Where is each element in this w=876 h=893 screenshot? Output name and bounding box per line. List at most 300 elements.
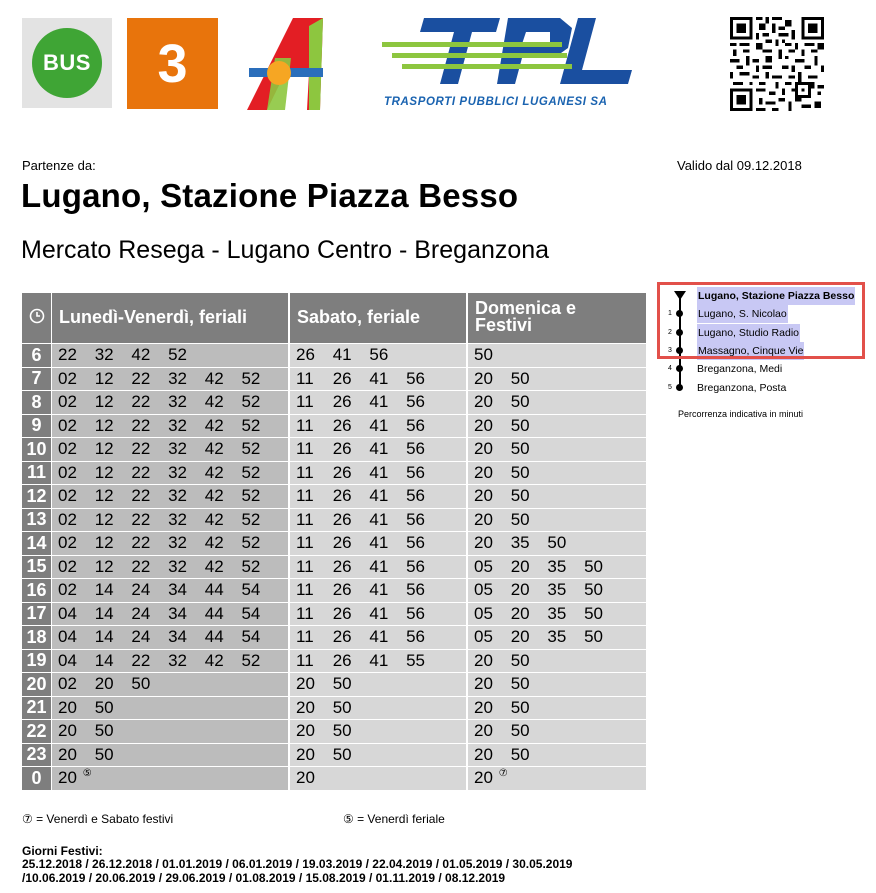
departure-minute: 11 [296,392,314,411]
departure-minute: 22 [131,462,151,482]
hour-cell: 16 [22,579,51,602]
hour-cell: 23 [22,744,51,767]
departure-minute: 41 [369,580,389,599]
departure-minute: 50 [510,415,530,435]
sunday-minutes-cell [468,415,646,438]
weekday-minutes-cell [52,720,288,743]
table-row [22,579,646,602]
departure-minute: 50 [510,462,530,482]
departure-minute: 52 [168,345,187,364]
table-row [22,697,646,720]
departure-minute: 20 [474,462,493,482]
departure-minute: 22 [131,368,151,388]
hour-cell: 12 [22,485,51,508]
sunday-minutes-cell [468,485,646,508]
departure-minute: 32 [94,345,114,364]
departure-minute: 50 [94,744,114,764]
departure-minute: 32 [168,462,187,482]
saturday-minutes-cell [290,603,466,626]
departure-minute: 11 [296,486,314,505]
saturday-minutes-cell [290,626,466,649]
sunday-column-label: Domenica e Festivi [475,298,577,335]
departure-minute: 26 [332,627,352,646]
departure-minute: 26 [332,486,352,505]
departure-minute: 12 [94,368,114,388]
departure-minute: 20 [474,486,493,505]
departure-minute: 50 [510,486,530,505]
departure-minute: 50 [332,744,352,764]
departure-minute: 22 [131,556,151,576]
departure-minute: 22 [131,533,151,552]
hour-cell: 0 [22,767,51,790]
footnote-marker: ⑦ [498,768,508,779]
departure-minute: 11 [296,627,314,646]
departure-minute: 56 [406,415,425,435]
table-row [22,626,646,649]
departure-minute: 32 [168,509,187,529]
departure-minute: 44 [204,580,224,599]
weekday-minutes-cell [52,673,288,696]
departure-minute: 50 [510,439,530,458]
departure-minute: 42 [204,486,224,505]
sunday-minutes-cell [468,767,646,790]
holidays-list [22,857,622,885]
stop-number: 2 [668,328,672,336]
departure-minute: 20 [510,603,530,623]
departure-minute: 22 [131,650,151,670]
transport-a-logo [245,18,325,110]
departure-minute: 56 [406,439,425,458]
holidays-line-2: /10.06.2019 / 20.06.2019 / 29.06.2019 / 01.08.2019 / 15.08.2019 / 01.11.2019 / 08.12.2019 [22,871,506,885]
departure-minute: 12 [94,509,114,529]
departure-minute: 22 [58,345,77,364]
hour-cell: 21 [22,697,51,720]
departure-minute: 26 [332,556,352,576]
departure-minute: 20 [474,368,493,388]
departure-minute: 20 [510,627,530,646]
weekday-minutes-cell [52,626,288,649]
departure-minute: 02 [58,392,77,411]
stop-name: Lugano, Stazione Piazza Besso [697,287,855,305]
departure-minute: 02 [58,486,77,505]
table-row [22,438,646,461]
weekday-minutes-cell [52,603,288,626]
departure-minute: 11 [296,580,314,599]
weekday-minutes-cell [52,391,288,414]
hour-cell: 14 [22,532,51,555]
departure-minute: 05 [474,627,493,646]
stop-name: Breganzona, Posta [697,381,787,394]
saturday-minutes-cell [290,415,466,438]
hour-cell: 8 [22,391,51,414]
departure-minute: 02 [58,580,77,599]
departure-minute: 50 [131,674,151,693]
departure-minute: 32 [168,368,187,388]
departure-minute: 22 [131,415,151,435]
table-row [22,556,646,579]
sunday-minutes-cell [468,532,646,555]
departure-minute: 52 [241,556,261,576]
departure-minute: 20 [474,439,493,458]
departure-minute: 14 [94,603,114,623]
departure-minute: 12 [94,392,114,411]
sunday-minutes-cell [468,744,646,767]
departure-minute: 20 [58,721,77,740]
departure-minute: 41 [369,603,389,623]
stop-dot-icon [676,384,683,391]
departure-minute: 20 [474,768,493,787]
departure-minute: 41 [369,392,389,411]
departure-minute: 50 [510,650,530,670]
departure-minute: 26 [332,368,352,388]
departure-minute: 32 [168,439,187,458]
departure-minute: 42 [204,415,224,435]
departure-minute: 26 [332,462,352,482]
hour-cell: 15 [22,556,51,579]
hour-cell: 17 [22,603,51,626]
bus-logo-text: BUS [32,28,102,98]
bus-logo [22,18,112,108]
departure-minute: 02 [58,462,77,482]
departure-minute: 56 [369,345,389,364]
departure-minute: 11 [296,533,314,552]
stop-number: 5 [668,383,672,391]
weekday-minutes-cell [52,438,288,461]
holidays-line-1: 25.12.2018 / 26.12.2018 / 01.01.2019 / 06.01.2019 / 19.03.2019 / 22.04.2019 / 01.05.2019 / 30.05.2019 [22,857,573,871]
departure-minute: 56 [406,603,425,623]
departure-minute: 50 [584,627,603,646]
departure-minute: 32 [168,392,187,411]
sunday-column-header [468,293,646,343]
departure-minute: 20 [296,697,315,717]
departure-minute: 50 [510,744,530,764]
saturday-minutes-cell [290,344,466,367]
departure-minute: 12 [94,462,114,482]
saturday-minutes-cell [290,673,466,696]
departure-minute: 50 [474,345,493,364]
operator-name: TRASPORTI PUBBLICI LUGANESI SA [384,96,608,108]
departure-minute: 14 [94,580,114,599]
weekday-minutes-cell [52,415,288,438]
departure-minute: 20 [474,674,493,693]
departure-minute: 42 [204,533,224,552]
departure-minute: 12 [94,439,114,458]
sunday-minutes-cell [468,391,646,414]
departure-minute: 41 [369,368,389,388]
departure-minute: 32 [168,556,187,576]
departure-minute: 20 [474,697,493,717]
departure-minute: 52 [241,462,261,482]
departure-minute: 52 [241,533,261,552]
table-row [22,532,646,555]
saturday-minutes-cell [290,579,466,602]
departure-minute: 26 [332,650,352,670]
departure-minute: 56 [406,368,425,388]
departure-minute: 11 [296,650,314,670]
departure-minute: 50 [584,603,603,623]
departure-minute: 56 [406,580,425,599]
departure-minute: 22 [131,486,151,505]
footnote-marker: ⑤ [82,768,92,779]
departure-minute: 26 [332,392,352,411]
weekday-minutes-cell [52,368,288,391]
table-row [22,344,646,367]
departure-minute: 24 [131,603,151,623]
departure-minute: 20 [296,721,315,740]
saturday-column-label: Sabato, feriale [297,307,421,327]
footnote-friday-weekday: ⑤ = Venerdì feriale [343,812,445,826]
table-row [22,485,646,508]
departure-minute: 56 [406,486,425,505]
departure-minute: 20 [474,392,493,411]
departure-minute: 20 [296,768,315,787]
departure-minute: 22 [131,439,151,458]
departure-minute: 35 [547,580,567,599]
departure-minute: 56 [406,509,425,529]
departure-minute: 41 [369,509,389,529]
departure-minute: 44 [204,627,224,646]
saturday-minutes-cell [290,462,466,485]
hour-cell: 19 [22,650,51,673]
sunday-minutes-cell [468,556,646,579]
table-row [22,509,646,532]
departure-minute: 12 [94,415,114,435]
departure-minute: 52 [241,392,261,411]
departure-minute: 11 [296,603,314,623]
departure-minute: 50 [94,721,114,740]
departure-minute: 56 [406,392,425,411]
hour-cell: 13 [22,509,51,532]
departure-minute: 42 [131,345,151,364]
sunday-minutes-cell [468,697,646,720]
departure-minute: 54 [241,603,261,623]
hour-cell: 10 [22,438,51,461]
departure-minute: 24 [131,580,151,599]
weekday-column-header [52,293,288,343]
departure-minute: 54 [241,627,261,646]
departure-minute: 32 [168,415,187,435]
saturday-minutes-cell [290,532,466,555]
table-row [22,368,646,391]
stop-name: Breganzona, Medi [697,363,783,376]
departure-minute: 26 [332,603,352,623]
departure-minute: 50 [584,580,603,599]
departure-minute: 11 [296,368,314,388]
clock-header-cell [22,293,51,343]
departure-minute: 42 [204,462,224,482]
departure-minute: 55 [406,650,425,670]
departure-minute: 26 [332,415,352,435]
departure-minute: 20 [474,650,493,670]
departure-minute: 26 [296,345,315,364]
stop-number: 3 [668,346,672,354]
departure-minute: 12 [94,533,114,552]
weekday-minutes-cell [52,485,288,508]
hour-cell: 22 [22,720,51,743]
departure-minute: 02 [58,674,77,693]
departure-minute: 14 [94,650,114,670]
departure-minute: 41 [369,462,389,482]
departure-minute: 50 [510,509,530,529]
departure-minute: 20 [474,744,493,764]
qr-code[interactable] [730,17,824,111]
hour-cell: 18 [22,626,51,649]
departure-minute: 41 [369,486,389,505]
hour-cell: 6 [22,344,51,367]
weekday-minutes-cell [52,767,288,790]
stop-dot-icon [676,365,683,372]
departure-minute: 22 [131,509,151,529]
departure-minute: 35 [547,603,567,623]
weekday-minutes-cell [52,509,288,532]
departure-minute: 24 [131,627,151,646]
hour-cell: 11 [22,462,51,485]
table-row [22,744,646,767]
departure-minute: 42 [204,439,224,458]
sunday-minutes-cell [468,650,646,673]
departure-minute: 11 [296,462,314,482]
departure-minute: 32 [168,650,187,670]
departure-minute: 56 [406,556,425,576]
departure-minute: 41 [369,439,389,458]
departure-minute: 32 [168,486,187,505]
stop-number: 1 [668,310,672,318]
weekday-minutes-cell [52,744,288,767]
departure-minute: 42 [204,509,224,529]
saturday-minutes-cell [290,485,466,508]
departure-minute: 50 [510,674,530,693]
departure-minute: 22 [131,392,151,411]
departure-minute: 20 [474,533,493,552]
departures-from-label: Partenze da: [22,158,96,173]
saturday-minutes-cell [290,438,466,461]
departure-minute: 05 [474,556,493,576]
saturday-minutes-cell [290,744,466,767]
table-row [22,415,646,438]
departure-minute: 02 [58,415,77,435]
departure-minute: 50 [584,556,603,576]
departure-minute: 52 [241,509,261,529]
departure-minute: 52 [241,486,261,505]
stop-name: Massagno, Cinque Vie [697,342,804,360]
departure-minute: 12 [94,556,114,576]
departure-minute: 50 [332,697,352,717]
table-row [22,650,646,673]
departure-minute: 20 [94,674,114,693]
departure-minute: 26 [332,580,352,599]
clock-icon [29,308,45,329]
departure-minute: 42 [204,650,224,670]
departure-minute: 04 [58,650,77,670]
departure-minute: 02 [58,556,77,576]
route-name-title: Mercato Resega - Lugano Centro - Breganzona [21,236,550,264]
departure-minute: 41 [332,345,352,364]
sunday-minutes-cell [468,509,646,532]
saturday-minutes-cell [290,391,466,414]
saturday-minutes-cell [290,697,466,720]
weekday-column-label: Lunedì-Venerdì, feriali [59,307,248,327]
saturday-column-header [290,293,466,343]
table-row [22,720,646,743]
departure-minute: 34 [168,627,187,646]
departure-minute: 04 [58,603,77,623]
sunday-minutes-cell [468,344,646,367]
departure-minute: 42 [204,556,224,576]
departure-minute: 50 [510,392,530,411]
hour-cell: 7 [22,368,51,391]
weekday-minutes-cell [52,579,288,602]
departure-minute: 50 [332,674,352,693]
departure-minute: 50 [510,697,530,717]
sunday-minutes-cell [468,626,646,649]
holidays-label: Giorni Festivi: [22,844,103,858]
departure-minute: 50 [547,533,567,552]
departure-minute: 35 [547,627,567,646]
departure-minute: 52 [241,415,261,435]
table-row [22,673,646,696]
departure-minute: 20 [296,744,315,764]
departure-minute: 42 [204,392,224,411]
departure-minute: 42 [204,368,224,388]
departure-minute: 11 [296,556,314,576]
departure-minute: 50 [332,721,352,740]
stop-name: Lugano, Studio Radio [697,324,800,342]
saturday-minutes-cell [290,767,466,790]
weekday-minutes-cell [52,697,288,720]
sunday-minutes-cell [468,462,646,485]
departure-minute: 04 [58,627,77,646]
departure-minute: 54 [241,580,261,599]
departure-minute: 35 [510,533,530,552]
sunday-minutes-cell [468,579,646,602]
highlight-box [657,282,865,359]
departure-minute: 52 [241,368,261,388]
departure-minute: 20 [58,744,77,764]
departure-minute: 20 [474,721,493,740]
departure-minute: 20 [474,415,493,435]
saturday-minutes-cell [290,509,466,532]
saturday-minutes-cell [290,650,466,673]
departure-minute: 41 [369,627,389,646]
departure-minute: 26 [332,439,352,458]
departure-minute: 11 [296,439,314,458]
departure-minute: 50 [94,697,114,717]
departure-minute: 34 [168,580,187,599]
valid-from-date: Valido dal 09.12.2018 [677,158,802,173]
sunday-minutes-cell [468,368,646,391]
departure-minute: 02 [58,439,77,458]
saturday-minutes-cell [290,720,466,743]
hour-cell: 9 [22,415,51,438]
departure-minute: 20 [58,697,77,717]
departure-minute: 20 [510,580,530,599]
departure-minute: 41 [369,650,389,670]
departure-minute: 52 [241,439,261,458]
departure-minute: 41 [369,415,389,435]
departure-minute: 14 [94,627,114,646]
departure-minute: 12 [94,486,114,505]
departure-minute: 35 [547,556,567,576]
line-number-badge: 3 [127,18,218,109]
departure-minute: 02 [58,509,77,529]
stop-number: 4 [668,365,672,373]
departure-minute: 11 [296,509,314,529]
departure-minute: 56 [406,462,425,482]
saturday-minutes-cell [290,368,466,391]
departure-minute: 56 [406,627,425,646]
departure-minute: 41 [369,556,389,576]
stop-name: Lugano, S. Nicolao [697,305,788,323]
